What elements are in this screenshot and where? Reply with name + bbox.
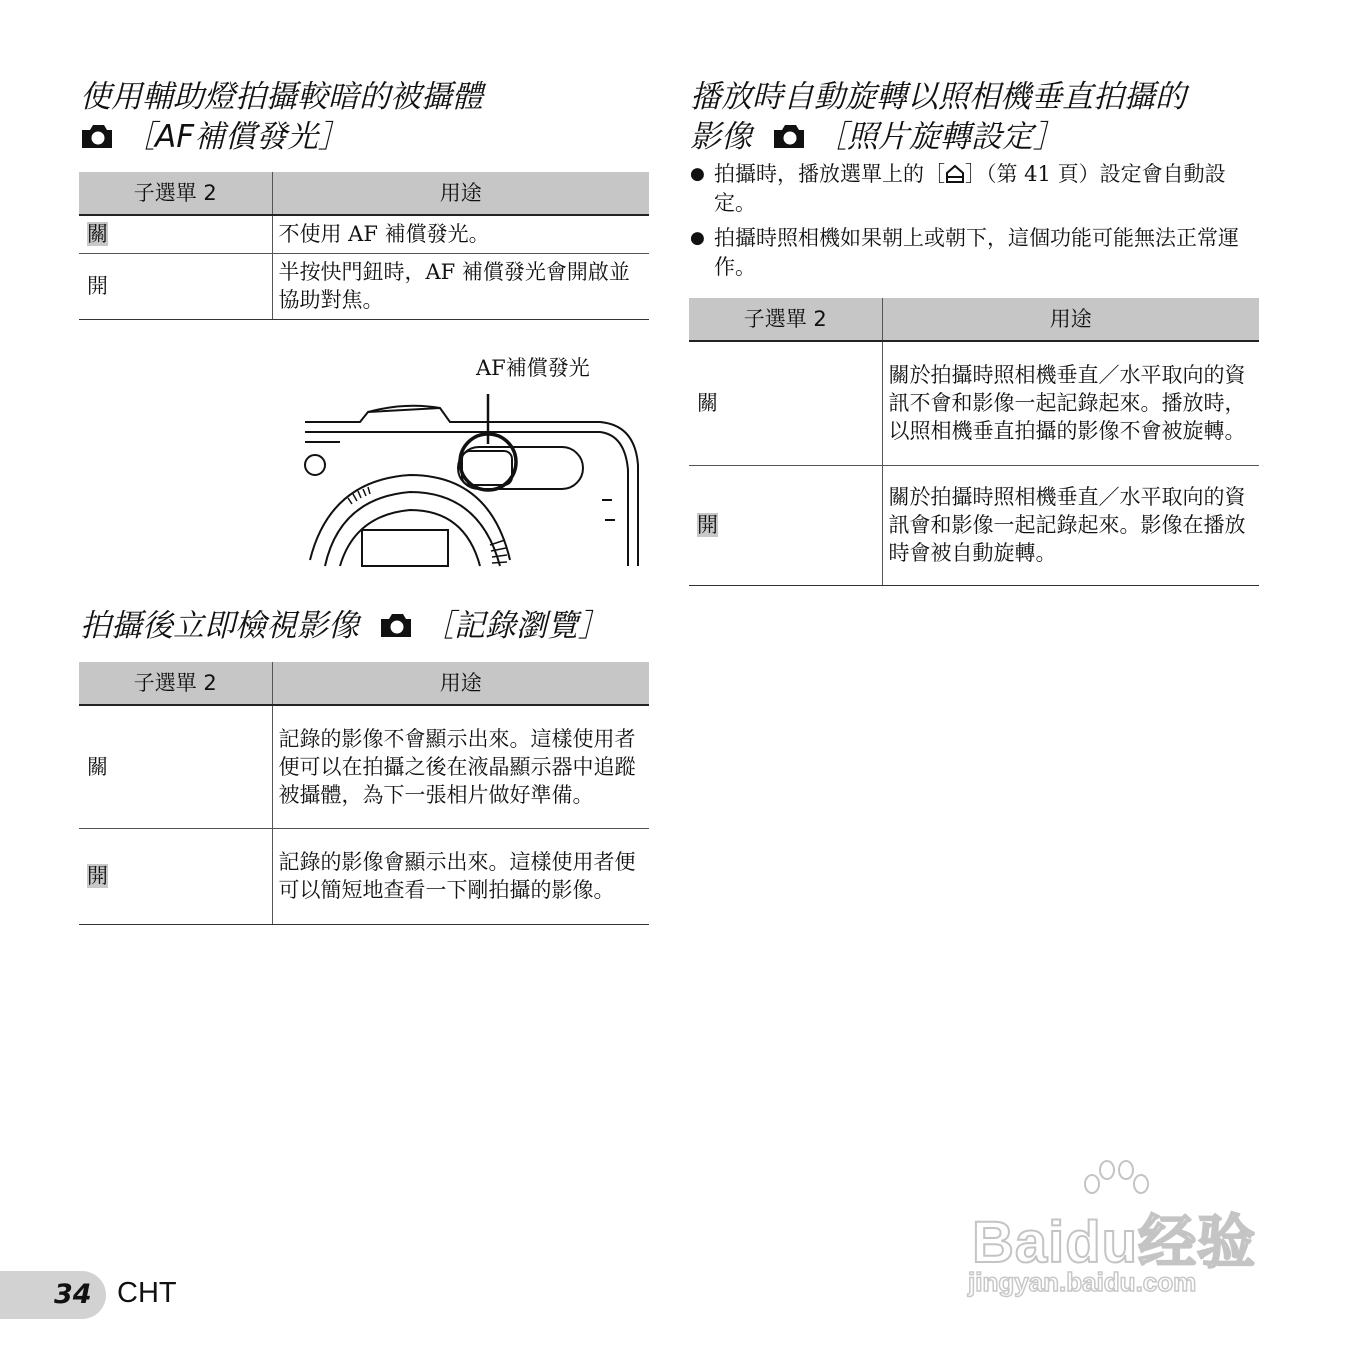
pic-orientation-menu-label: ［照片旋轉設定］ (816, 119, 1064, 155)
option-description: 記錄的影像會顯示出來。這樣使用者便可以簡短地查看一下剛拍攝的影像。 (272, 828, 649, 924)
af-illuminator-menu-label: ［AF補償發光］ (124, 119, 350, 155)
table-header-submenu: 子選單 2 (689, 298, 882, 341)
table-row (689, 341, 1259, 465)
table-row (79, 705, 649, 828)
option-description: 關於拍攝時照相機垂直／水平取向的資訊不會和影像一起記錄起來。播放時，以照相機垂直拍攝的影像不會被旋轉。 (882, 341, 1259, 465)
section1-title-line2 (80, 117, 483, 157)
list-item: ● 拍攝時，播放選單上的［ ］（第 41 頁）設定會自動設定。 (690, 160, 1250, 218)
option-on: 開 (697, 513, 718, 537)
af-illuminator-table (79, 172, 649, 320)
option-description: 不使用 AF 補償發光。 (272, 215, 649, 253)
watermark-logo: Baidu经验 (972, 1210, 1257, 1275)
page-number: 34 (54, 1279, 92, 1310)
table-row (79, 828, 649, 924)
section2-title: 拍攝後立即檢視影像 (80, 608, 359, 644)
watermark-url: jingyan.baidu.com (968, 1267, 1197, 1297)
table-header-purpose: 用途 (272, 172, 649, 215)
rec-view-table (79, 662, 649, 925)
table-header-purpose: 用途 (882, 298, 1259, 341)
camera-shooting-icon (379, 612, 413, 638)
option-description: 關於拍攝時照相機垂直／水平取向的資訊會和影像一起記錄起來。影像在播放時會被自動旋轉。 (882, 465, 1259, 585)
camera-shooting-icon (80, 123, 114, 149)
option-on: 開 (87, 864, 108, 888)
camera-illustration (300, 380, 645, 568)
section2-heading (80, 606, 609, 646)
camera-shooting-icon (772, 123, 806, 149)
option-off: 關 (87, 222, 108, 247)
table-row (689, 465, 1259, 585)
section3-notes (690, 160, 1250, 288)
option-description: 記錄的影像不會顯示出來。這樣使用者便可以在拍攝之後在液晶顯示器中追蹤被攝體，為下一張相片做好準備。 (272, 705, 649, 828)
table-header-submenu: 子選單 2 (79, 172, 272, 215)
pic-orientation-table (689, 298, 1259, 586)
option-on: 開 (79, 253, 272, 319)
table-header-submenu: 子選單 2 (79, 662, 272, 705)
table-header-purpose: 用途 (272, 662, 649, 705)
language-label: CHT (117, 1277, 177, 1309)
section3-title-line1: 播放時自動旋轉以照相機垂直拍攝的 (690, 79, 1186, 115)
table-row (79, 253, 649, 319)
option-off: 關 (689, 341, 882, 465)
list-item: ● 拍攝時照相機如果朝上或朝下，這個功能可能無法正常運作。 (690, 224, 1250, 282)
section1-heading (80, 77, 483, 157)
table-row (79, 215, 649, 253)
playback-icon (945, 164, 965, 184)
option-off: 關 (79, 705, 272, 828)
figure-caption: AF補償發光 (476, 356, 590, 380)
section3-title-line2: 影像 (690, 119, 752, 155)
option-description: 半按快門鈕時，AF 補償發光會開啟並協助對焦。 (272, 253, 649, 319)
section3-heading (690, 77, 1186, 157)
rec-view-menu-label: ［記錄瀏覽］ (423, 608, 609, 644)
section1-title-line1: 使用輔助燈拍攝較暗的被攝體 (80, 79, 483, 115)
